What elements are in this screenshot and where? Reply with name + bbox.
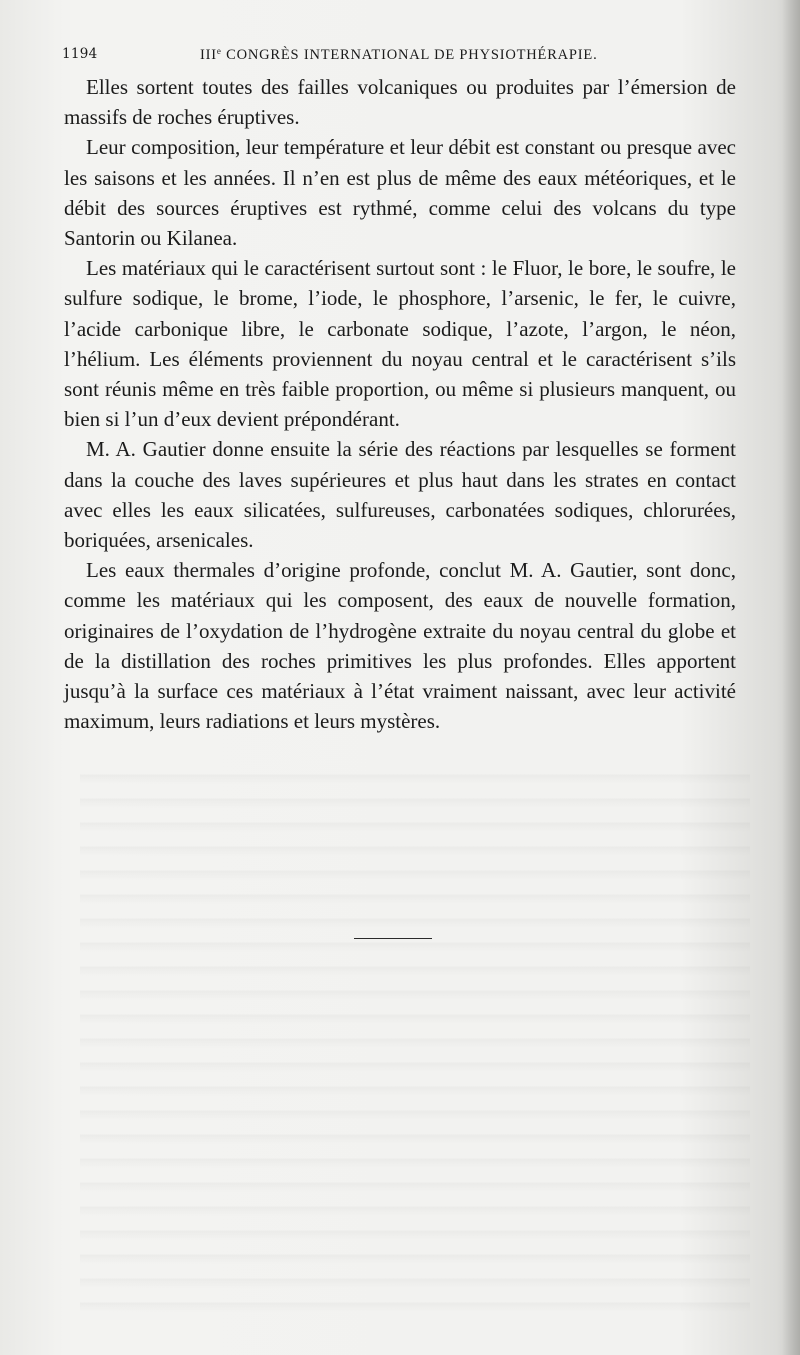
running-title-ordinal: e: [216, 46, 222, 56]
running-title-text: CONGRÈS INTERNATIONAL DE PHYSIOTHÉRAPIE.: [221, 47, 598, 63]
running-title-roman: III: [200, 47, 217, 63]
running-title: [200, 46, 598, 64]
page-number: 1194: [62, 46, 98, 62]
running-header: [62, 42, 738, 64]
section-divider: [354, 938, 432, 939]
body-text: [64, 72, 736, 736]
paragraph-3: Les matériaux qui le caractérisent surtout sont : le Fluor, le bore, le soufre, le sulfure sodique, le brome, l’iode, le phosphore, l’arsenic, le fer, le cuivre, l’acide carbonique libre, le carbonate sodique, l’azote, l’argon, le néon, l’hélium. Les éléments proviennent du noyau central et le caractérisent s’ils sont réunis même en très faible proportion, ou même si plusieurs manquent, ou bien si l’un d’eux devient prépondérant.: [64, 256, 736, 432]
paragraph-1: Elles sortent toutes des failles volcaniques ou produites par l’émersion de massifs de roches éruptives.: [64, 75, 736, 130]
paragraph-4: M. A. Gautier donne ensuite la série des réactions par lesquelles se forment dans la couche des laves supérieures et plus haut dans les strates en contact avec elles les eaux silicatées, sulfureuses, carbonatées sodiques, chlorurées, boriquées, arsenicales.: [64, 437, 736, 553]
paragraph-2: Leur composition, leur température et leur débit est constant ou presque avec les saisons et les années. Il n’en est plus de même des eaux météoriques, et le débit des sources éruptives est rythmé, comme celui des volcans du type Santorin ou Kilanea.: [64, 135, 736, 251]
page-edge-shadow: [782, 0, 800, 1355]
paragraph-5: Les eaux thermales d’origine profonde, conclut M. A. Gautier, sont donc, comme les matériaux qui les composent, des eaux de nouvelle formation, originaires de l’oxydation de l’hydrogène extraite du noyau central du globe et de la distillation des roches primitives les plus profondes. Elles apportent jusqu’à la surface ces matériaux à l’état vraiment naissant, avec leur activité maximum, leurs radiations et leurs mystères.: [64, 558, 736, 734]
show-through-texture: [80, 760, 750, 1320]
